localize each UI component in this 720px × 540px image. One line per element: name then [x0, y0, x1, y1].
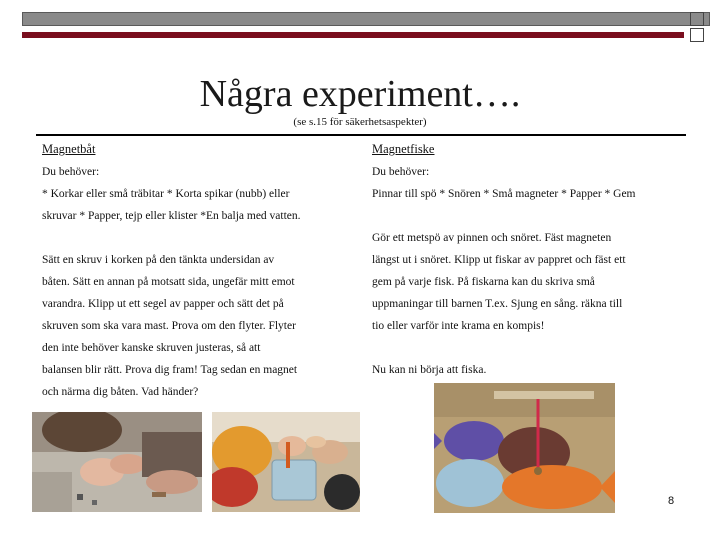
- right-line: uppmaningar till barnen T.ex. Sjung en sång. räkna till: [372, 298, 623, 310]
- header-square-gray: [690, 12, 704, 26]
- left-heading: Magnetbåt: [42, 142, 96, 156]
- left-line: skruvar * Papper, tejp eller klister *En balja med vatten.: [42, 210, 301, 222]
- left-line: båten. Sätt en annan på motsatt sida, ungefär mitt emot: [42, 276, 295, 288]
- divider-rule: [36, 134, 686, 136]
- right-heading: Magnetfiske: [372, 142, 435, 156]
- right-line: Pinnar till spö * Snören * Små magneter * Papper * Gem: [372, 188, 636, 200]
- left-line: balansen blir rätt. Prova dig fram! Tag sedan en magnet: [42, 364, 298, 376]
- left-line: den inte behöver kanske skruven justeras, så att: [42, 342, 261, 354]
- photo-water-basin-kids: [212, 412, 360, 512]
- page-number: 8: [668, 495, 675, 507]
- left-line: och närma dig båten. Vad händer?: [42, 386, 199, 398]
- left-line: skruven som ska vara mast. Prova om den flyter. Flyter: [42, 320, 296, 332]
- header-square-white: [690, 28, 704, 42]
- left-line: varandra. Klipp ut ett segel av papper och sätt det på: [42, 298, 284, 310]
- right-needs-label: Du behöver:: [372, 166, 430, 178]
- left-needs-label: Du behöver:: [42, 166, 100, 178]
- right-line: Gör ett metspö av pinnen och snöret. Fäst magneten: [372, 232, 612, 244]
- right-line: längst ut i snöret. Klipp ut fiskar av pappret och fäst ett: [372, 254, 626, 266]
- photo-paper-fish-fishing: [434, 383, 615, 513]
- slide-title: Några experiment….: [199, 73, 521, 115]
- photo-magnet-boat-table: [32, 412, 202, 512]
- right-line: Nu kan ni börja att fiska.: [372, 364, 487, 376]
- right-line: tio eller varför inte krama en kompis!: [372, 320, 545, 332]
- header-accent-bar: [22, 32, 684, 38]
- right-line: gem på varje fisk. På fiskarna kan du skriva små: [372, 276, 595, 288]
- slide-subtitle: (se s.15 för säkerhetsaspekter): [293, 116, 427, 128]
- left-line: * Korkar eller små träbitar * Korta spikar (nubb) eller: [42, 188, 290, 200]
- left-line: Sätt en skruv i korken på den tänkta undersidan av: [42, 254, 275, 266]
- header-bar: [22, 12, 710, 26]
